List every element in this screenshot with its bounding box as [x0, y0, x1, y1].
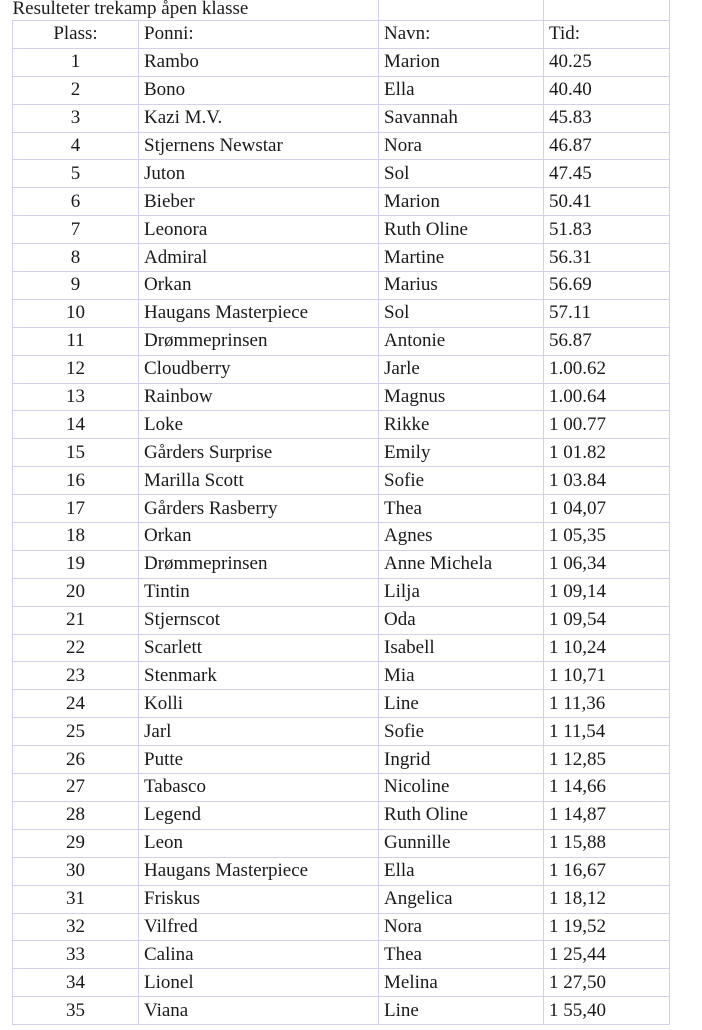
- table-row: [13, 467, 670, 495]
- cell-navn: Sol: [379, 299, 544, 327]
- cell-plass: 21: [13, 606, 139, 634]
- cell-navn: Gunnille: [379, 829, 544, 857]
- cell-tid: 1.00.64: [544, 383, 670, 411]
- cell-plass: 1: [13, 48, 139, 76]
- cell-plass: 14: [13, 411, 139, 439]
- cell-ponni: Drømmeprinsen: [139, 550, 379, 578]
- table-row: [13, 718, 670, 746]
- cell-ponni: Gårders Rasberry: [139, 495, 379, 523]
- cell-tid: 56.87: [544, 327, 670, 355]
- cell-navn: Antonie: [379, 327, 544, 355]
- cell-tid: 1 09,54: [544, 606, 670, 634]
- cell-tid: 1 27,50: [544, 969, 670, 997]
- cell-plass: 28: [13, 801, 139, 829]
- cell-plass: 32: [13, 913, 139, 941]
- table-row: [13, 662, 670, 690]
- cell-tid: 47.45: [544, 160, 670, 188]
- table-row: [13, 327, 670, 355]
- cell-ponni: Stenmark: [139, 662, 379, 690]
- cell-tid: 1 25,44: [544, 941, 670, 969]
- cell-navn: Nora: [379, 913, 544, 941]
- cell-navn: Thea: [379, 941, 544, 969]
- header-row: [13, 21, 670, 49]
- cell-ponni: Stjernscot: [139, 606, 379, 634]
- cell-tid: 1 09,14: [544, 578, 670, 606]
- cell-ponni: Friskus: [139, 885, 379, 913]
- cell-tid: 1 14,66: [544, 774, 670, 802]
- cell-navn: Jarle: [379, 355, 544, 383]
- cell-navn: Ingrid: [379, 746, 544, 774]
- cell-ponni: Jarl: [139, 718, 379, 746]
- cell-ponni: Gårders Surprise: [139, 439, 379, 467]
- cell-tid: 40.40: [544, 76, 670, 104]
- cell-navn: Sofie: [379, 718, 544, 746]
- cell-navn: Line: [379, 690, 544, 718]
- cell-plass: 7: [13, 216, 139, 244]
- cell-tid: 50.41: [544, 188, 670, 216]
- cell-navn: Ruth Oline: [379, 216, 544, 244]
- cell-tid: 1 55,40: [544, 997, 670, 1025]
- cell-navn: Angelica: [379, 885, 544, 913]
- cell-plass: 4: [13, 132, 139, 160]
- cell-ponni: Vilfred: [139, 913, 379, 941]
- cell-tid: 1 01.82: [544, 439, 670, 467]
- cell-plass: 31: [13, 885, 139, 913]
- table-row: [13, 411, 670, 439]
- cell-plass: 30: [13, 857, 139, 885]
- cell-tid: 1 15,88: [544, 829, 670, 857]
- cell-plass: 8: [13, 244, 139, 272]
- cell-plass: 20: [13, 578, 139, 606]
- table-row: [13, 495, 670, 523]
- cell-tid: 1 11,54: [544, 718, 670, 746]
- cell-navn: Martine: [379, 244, 544, 272]
- cell-plass: 10: [13, 299, 139, 327]
- cell-ponni: Rambo: [139, 48, 379, 76]
- cell-ponni: Haugans Masterpiece: [139, 857, 379, 885]
- table-row: [13, 244, 670, 272]
- cell-plass: 6: [13, 188, 139, 216]
- table-row: [13, 801, 670, 829]
- cell-tid: 1 06,34: [544, 550, 670, 578]
- header-navn: Navn:: [379, 21, 544, 49]
- table-row: [13, 76, 670, 104]
- cell-ponni: Legend: [139, 801, 379, 829]
- cell-tid: 1 10,71: [544, 662, 670, 690]
- cell-tid: 1 18,12: [544, 885, 670, 913]
- cell-tid: 1 12,85: [544, 746, 670, 774]
- table-row: [13, 606, 670, 634]
- cell-plass: 35: [13, 997, 139, 1025]
- cell-ponni: Leonora: [139, 216, 379, 244]
- cell-plass: 25: [13, 718, 139, 746]
- cell-navn: Line: [379, 997, 544, 1025]
- table-row: [13, 578, 670, 606]
- cell-plass: 11: [13, 327, 139, 355]
- cell-navn: Magnus: [379, 383, 544, 411]
- cell-ponni: Drømmeprinsen: [139, 327, 379, 355]
- table-row: [13, 104, 670, 132]
- header-plass: Plass:: [13, 21, 139, 49]
- cell-tid: 46.87: [544, 132, 670, 160]
- table-row: [13, 969, 670, 997]
- cell-ponni: Bono: [139, 76, 379, 104]
- cell-ponni: Rainbow: [139, 383, 379, 411]
- table-row: [13, 272, 670, 300]
- cell-ponni: Haugans Masterpiece: [139, 299, 379, 327]
- cell-plass: 23: [13, 662, 139, 690]
- table-row: [13, 299, 670, 327]
- cell-tid: 1 16,67: [544, 857, 670, 885]
- cell-tid: 1.00.62: [544, 355, 670, 383]
- cell-ponni: Loke: [139, 411, 379, 439]
- cell-ponni: Tabasco: [139, 774, 379, 802]
- cell-tid: 1 00.77: [544, 411, 670, 439]
- table-row: [13, 383, 670, 411]
- cell-navn: Ruth Oline: [379, 801, 544, 829]
- cell-plass: 9: [13, 272, 139, 300]
- cell-tid: 1 14,87: [544, 801, 670, 829]
- cell-plass: 18: [13, 523, 139, 551]
- cell-ponni: Putte: [139, 746, 379, 774]
- table-row: [13, 634, 670, 662]
- cell-ponni: Viana: [139, 997, 379, 1025]
- cell-navn: Nora: [379, 132, 544, 160]
- cell-navn: Thea: [379, 495, 544, 523]
- cell-ponni: Stjernens Newstar: [139, 132, 379, 160]
- table-row: [13, 48, 670, 76]
- cell-navn: Savannah: [379, 104, 544, 132]
- cell-navn: Marius: [379, 272, 544, 300]
- cell-plass: 19: [13, 550, 139, 578]
- cell-ponni: Scarlett: [139, 634, 379, 662]
- cell-ponni: Orkan: [139, 523, 379, 551]
- cell-navn: Ella: [379, 76, 544, 104]
- cell-navn: Oda: [379, 606, 544, 634]
- table-row: [13, 885, 670, 913]
- cell-navn: Sol: [379, 160, 544, 188]
- cell-tid: 1 11,36: [544, 690, 670, 718]
- cell-navn: Sofie: [379, 467, 544, 495]
- cell-ponni: Bieber: [139, 188, 379, 216]
- cell-navn: Ella: [379, 857, 544, 885]
- table-row: [13, 941, 670, 969]
- cell-navn: Melina: [379, 969, 544, 997]
- table-row: [13, 216, 670, 244]
- table-row: [13, 550, 670, 578]
- table-row: [13, 774, 670, 802]
- cell-ponni: Juton: [139, 160, 379, 188]
- cell-navn: Marion: [379, 188, 544, 216]
- cell-plass: 12: [13, 355, 139, 383]
- table-row: [13, 913, 670, 941]
- cell-ponni: Marilla Scott: [139, 467, 379, 495]
- cell-plass: 2: [13, 76, 139, 104]
- cell-navn: Lilja: [379, 578, 544, 606]
- table-row: [13, 690, 670, 718]
- title-row-blank-cell: [544, 0, 670, 21]
- cell-ponni: Cloudberry: [139, 355, 379, 383]
- cell-ponni: Orkan: [139, 272, 379, 300]
- cell-tid: 1 04,07: [544, 495, 670, 523]
- cell-ponni: Leon: [139, 829, 379, 857]
- table-row: [13, 829, 670, 857]
- table-row: [13, 132, 670, 160]
- cell-plass: 34: [13, 969, 139, 997]
- cell-tid: 45.83: [544, 104, 670, 132]
- cell-navn: Nicoline: [379, 774, 544, 802]
- cell-ponni: Calina: [139, 941, 379, 969]
- table-row: [13, 997, 670, 1025]
- cell-navn: Emily: [379, 439, 544, 467]
- cell-ponni: Tintin: [139, 578, 379, 606]
- cell-ponni: Kolli: [139, 690, 379, 718]
- cell-plass: 33: [13, 941, 139, 969]
- cell-tid: 1 19,52: [544, 913, 670, 941]
- table-row: [13, 746, 670, 774]
- table-row: [13, 439, 670, 467]
- cell-tid: 56.69: [544, 272, 670, 300]
- cell-tid: 1 03.84: [544, 467, 670, 495]
- cell-plass: 16: [13, 467, 139, 495]
- cell-tid: 1 10,24: [544, 634, 670, 662]
- cell-plass: 3: [13, 104, 139, 132]
- cell-navn: Isabell: [379, 634, 544, 662]
- cell-tid: 51.83: [544, 216, 670, 244]
- cell-tid: 57.11: [544, 299, 670, 327]
- cell-plass: 29: [13, 829, 139, 857]
- results-table: [12, 0, 670, 1025]
- cell-plass: 15: [13, 439, 139, 467]
- cell-navn: Anne Michela: [379, 550, 544, 578]
- header-tid: Tid:: [544, 21, 670, 49]
- title-row: [13, 0, 670, 21]
- cell-ponni: Kazi M.V.: [139, 104, 379, 132]
- cell-navn: Rikke: [379, 411, 544, 439]
- cell-plass: 5: [13, 160, 139, 188]
- table-row: [13, 160, 670, 188]
- page-title: Resulteter trekamp åpen klasse: [13, 0, 379, 21]
- cell-navn: Mia: [379, 662, 544, 690]
- header-ponni: Ponni:: [139, 21, 379, 49]
- table-row: [13, 857, 670, 885]
- results-table-body: [13, 0, 670, 1025]
- table-row: [13, 188, 670, 216]
- cell-plass: 17: [13, 495, 139, 523]
- cell-navn: Agnes: [379, 523, 544, 551]
- cell-tid: 40.25: [544, 48, 670, 76]
- cell-plass: 26: [13, 746, 139, 774]
- cell-tid: 1 05,35: [544, 523, 670, 551]
- cell-plass: 13: [13, 383, 139, 411]
- cell-ponni: Lionel: [139, 969, 379, 997]
- cell-plass: 24: [13, 690, 139, 718]
- title-row-blank-cell: [379, 0, 544, 21]
- cell-tid: 56.31: [544, 244, 670, 272]
- cell-plass: 22: [13, 634, 139, 662]
- cell-plass: 27: [13, 774, 139, 802]
- cell-ponni: Admiral: [139, 244, 379, 272]
- table-row: [13, 523, 670, 551]
- cell-navn: Marion: [379, 48, 544, 76]
- table-row: [13, 355, 670, 383]
